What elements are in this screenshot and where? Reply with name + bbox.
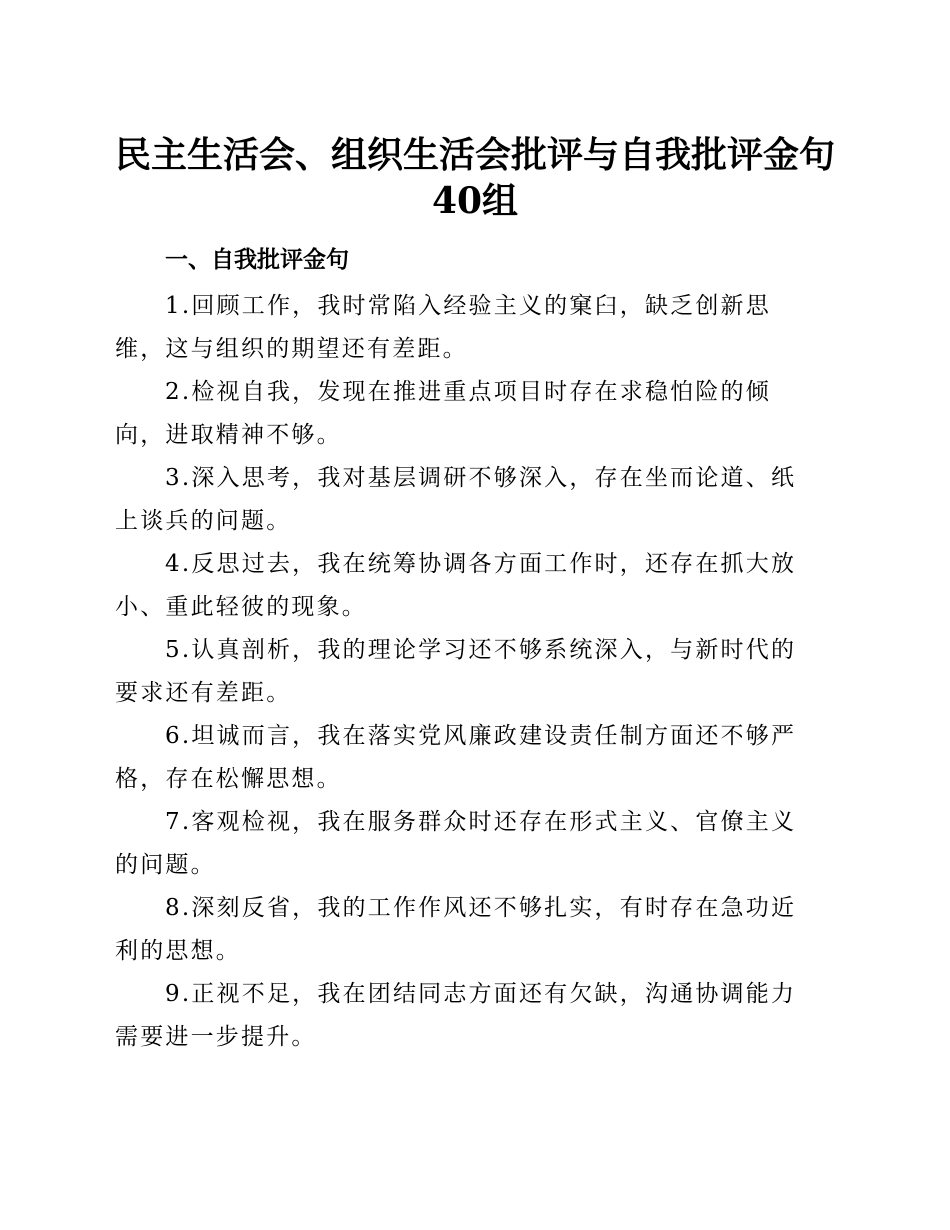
list-item: 3.深入思考，我对基层调研不够深入，存在坐而论道、纸上谈兵的问题。: [115, 465, 797, 534]
section-heading: 一、自我批评金句: [165, 247, 349, 273]
list-item: 9.正视不足，我在团结同志方面还有欠缺，沟通协调能力需要进一步提升。: [115, 981, 797, 1050]
list-item: 8.深刻反省，我的工作作风还不够扎实，有时存在急功近利的思想。: [115, 895, 797, 964]
list-item: 4.反思过去，我在统筹协调各方面工作时，还存在抓大放小、重此轻彼的现象。: [115, 551, 797, 620]
document-title-line-2: 40组: [431, 180, 519, 222]
list-item: 1.回顾工作，我时常陷入经验主义的窠臼，缺乏创新思维，这与组织的期望还有差距。: [115, 293, 771, 362]
self-criticism-list: [115, 285, 820, 1059]
list-item: 2.检视自我，发现在推进重点项目时存在求稳怕险的倾向，进取精神不够。: [115, 379, 771, 448]
list-item: 5.认真剖析，我的理论学习还不够系统深入，与新时代的要求还有差距。: [115, 637, 797, 706]
list-item: 7.客观检视，我在服务群众时还存在形式主义、官僚主义的问题。: [115, 809, 797, 878]
document-title-line-1: 民主生活会、组织生活会批评与自我批评金句: [114, 134, 835, 176]
list-item: 6.坦诚而言，我在落实党风廉政建设责任制方面还不够严格，存在松懈思想。: [115, 723, 797, 792]
